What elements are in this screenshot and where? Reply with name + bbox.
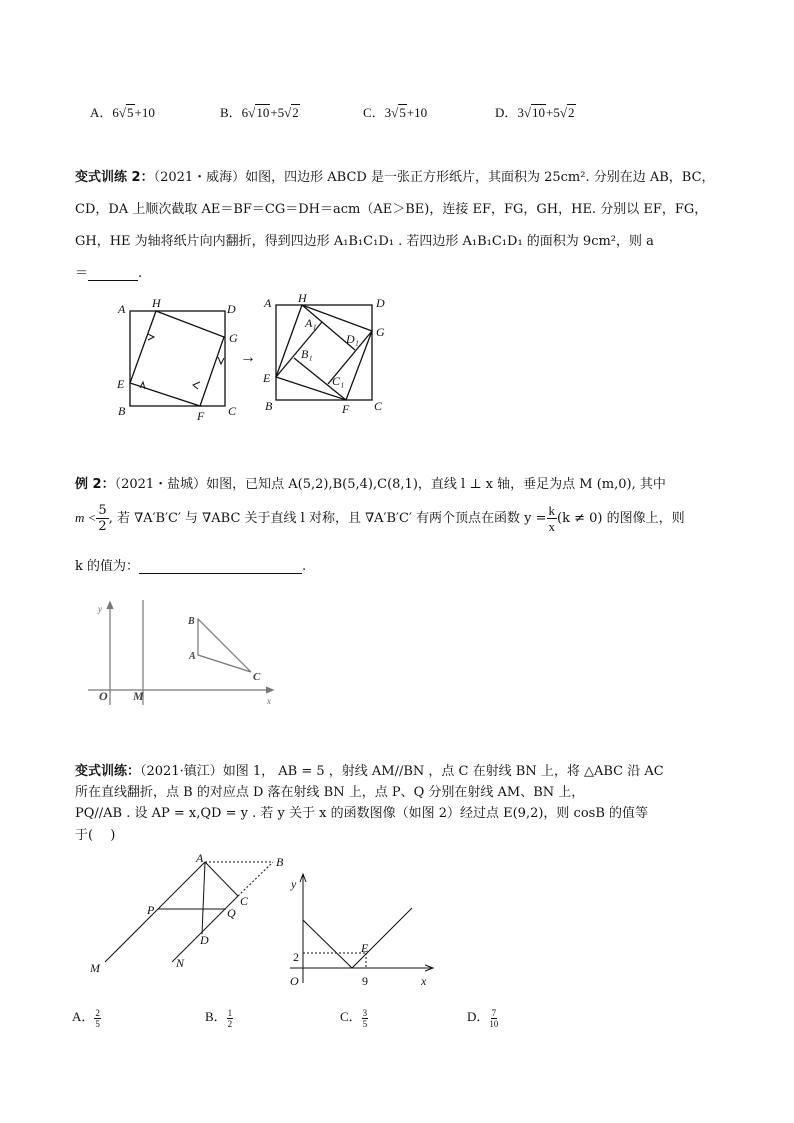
coef: 3	[517, 105, 524, 120]
label-D: D	[376, 296, 385, 310]
answer-option-d[interactable]	[467, 1006, 498, 1029]
answer-option-a[interactable]	[72, 1006, 101, 1029]
function-graph	[290, 874, 433, 983]
denominator: 5	[362, 1018, 368, 1029]
label-Q: Q	[227, 906, 236, 920]
option-letter: B．	[205, 1009, 227, 1024]
coordinate-figure	[88, 600, 273, 705]
label-C: C	[374, 399, 383, 413]
option-d: D．3√10+5√2	[495, 105, 575, 120]
label-O: O	[99, 689, 108, 703]
label-N: N	[176, 956, 185, 970]
p3-text: （2021·镇江）如图 1， AB = 5 ，射线 AM//BN ，点 C 在射线 BN 上，将 △ABC 沿 AC	[140, 764, 664, 779]
ex2-text: （2021・盐城）如图，已知点 A(5,2),B(5,4),C(8,1)，直线 l ⊥ x 轴，垂足为点 M (m,0), 其中	[114, 477, 666, 492]
label-A: A	[118, 302, 126, 316]
answer-option-c[interactable]	[340, 1006, 368, 1029]
denominator: 10	[489, 1018, 499, 1029]
label-D: D	[200, 933, 209, 947]
term: +5	[270, 105, 285, 120]
label-G: G	[229, 331, 238, 345]
label-C: C	[240, 894, 249, 908]
option-letter: D．	[495, 105, 518, 120]
label-H: H	[298, 291, 307, 305]
p3-heading: 变式训练：	[75, 764, 141, 779]
p3-line-4: 于( )	[75, 828, 116, 843]
answer-blank[interactable]	[139, 559, 302, 574]
fraction-denominator: 2	[98, 519, 107, 534]
p2-heading: 变式训练 2：	[75, 170, 154, 185]
radicand: 5	[127, 105, 134, 120]
option-letter: C．	[363, 105, 385, 120]
fold-figure-before-labels	[116, 296, 238, 423]
coordinate-figure-labels	[97, 604, 271, 706]
numerator: 3	[362, 1007, 368, 1018]
label-H: H	[152, 296, 161, 310]
label-y: y	[98, 604, 102, 614]
label-y: y	[291, 877, 297, 891]
fold-figure-after	[276, 305, 372, 400]
fraction-numerator: k	[548, 503, 556, 518]
label-D: D	[227, 302, 236, 316]
label-M: M	[133, 689, 144, 703]
tick-9: 9	[362, 974, 368, 988]
tick-2: 2	[293, 950, 299, 964]
option-c: C．3√5+10	[363, 105, 428, 120]
p3-line-3: PQ//AB . 设 AP = x,QD = y . 若 y 关于 x 的函数图像（如图 2）经过点 E(9,2)，则 cosB 的值等	[75, 806, 649, 821]
ex2-text: (k ≠ 0) 的图像上，则	[557, 511, 685, 526]
option-letter: B．	[220, 105, 242, 120]
ex2-heading: 例 2：	[75, 477, 115, 492]
label-A: A	[264, 296, 272, 310]
radicand: 10	[532, 105, 546, 120]
coef: 6	[241, 105, 249, 120]
period: .	[302, 559, 307, 574]
radicand: 10	[256, 105, 270, 120]
numerator: 1	[227, 1007, 233, 1018]
denominator: 5	[95, 1018, 100, 1029]
label-E: E	[117, 377, 125, 391]
option-b: B．6√10+5√2	[220, 105, 299, 120]
label-M: M	[90, 961, 100, 975]
label-G: G	[376, 325, 385, 339]
fraction-denominator: x	[548, 519, 556, 534]
ex2-text: , 若 ∇A′B′C′ 与 ∇ABC 关于直线 l 对称，且 ∇A′B′C′ 有两个顶点在函数 y =	[108, 511, 547, 526]
function-graph-labels	[290, 877, 427, 988]
p2-line-3: GH，HE 为轴将纸片向内翻折，得到四边形 A₁B₁C₁D₁ . 若四边形 A₁B₁C₁D₁ 的面积为 9cm²，则 a	[75, 234, 654, 249]
label-D1: D₁	[346, 332, 359, 346]
term: +5	[546, 105, 560, 120]
p2-text: （2021・威海）如图，四边形 ABCD 是一张正方形纸片，其面积为 25cm². 分别在边 AB，BC，	[153, 170, 715, 185]
p3-line-1	[75, 760, 664, 779]
p2-line-2: CD，DA 上顺次截取 AE＝BF＝CG＝DH＝acm（AE＞BE)，连接 EF，FG，GH，HE. 分别以 EF，FG，	[75, 202, 708, 217]
label-C1: C₁	[332, 374, 345, 388]
numerator: 2	[95, 1007, 100, 1018]
numerator: 7	[491, 1007, 497, 1018]
label-x: x	[267, 696, 271, 706]
ex2-text: k 的值为：	[75, 559, 140, 574]
radicand: 2	[292, 105, 299, 120]
period: .	[138, 266, 143, 281]
answer-option-b[interactable]	[205, 1006, 233, 1029]
arrow-icon: →	[240, 349, 256, 366]
label-B: B	[276, 855, 284, 869]
coef: 3	[384, 105, 392, 120]
fraction-numerator: 5	[98, 503, 107, 518]
denominator: 2	[227, 1018, 233, 1029]
label-B: B	[265, 399, 273, 413]
ex2-line-2	[75, 503, 685, 534]
term: +10	[134, 105, 155, 120]
term: +10	[406, 105, 428, 120]
radicand: 2	[568, 105, 575, 120]
label-E: E	[361, 941, 369, 955]
ray-figure-labels	[89, 851, 284, 975]
label-F: F	[342, 402, 350, 416]
label-F: F	[197, 409, 205, 423]
option-letter: A．	[90, 105, 113, 120]
ex2-line-1	[75, 473, 666, 492]
label-A: A	[189, 651, 196, 662]
label-x: x	[421, 974, 427, 988]
option-letter: D．	[467, 1009, 490, 1024]
equals: ＝	[75, 266, 89, 281]
label-A: A	[196, 851, 204, 865]
math: m <	[75, 510, 97, 525]
label-B1: B₁	[301, 347, 313, 361]
label-B: B	[118, 404, 126, 418]
label-C: C	[228, 404, 237, 418]
label-B: B	[188, 616, 195, 627]
fold-figure-before	[130, 311, 225, 406]
coef: 6	[112, 105, 119, 120]
label-C: C	[253, 671, 261, 683]
label-O: O	[290, 974, 299, 988]
radicand: 5	[399, 105, 406, 120]
label-A1: A₁	[305, 316, 317, 330]
option-letter: C．	[340, 1009, 362, 1024]
ex2-line-3	[75, 555, 306, 574]
fold-figure-after-labels	[262, 291, 385, 416]
ray-figure	[105, 862, 273, 962]
option-letter: A．	[72, 1009, 95, 1024]
label-E: E	[263, 371, 271, 385]
option-a: A．6√5+10	[90, 105, 155, 120]
p3-line-2: 所在直线翻折，点 B 的对应点 D 落在射线 BN 上，点 P、Q 分别在射线 AM、BN 上，	[75, 785, 585, 800]
label-P: P	[147, 903, 155, 917]
